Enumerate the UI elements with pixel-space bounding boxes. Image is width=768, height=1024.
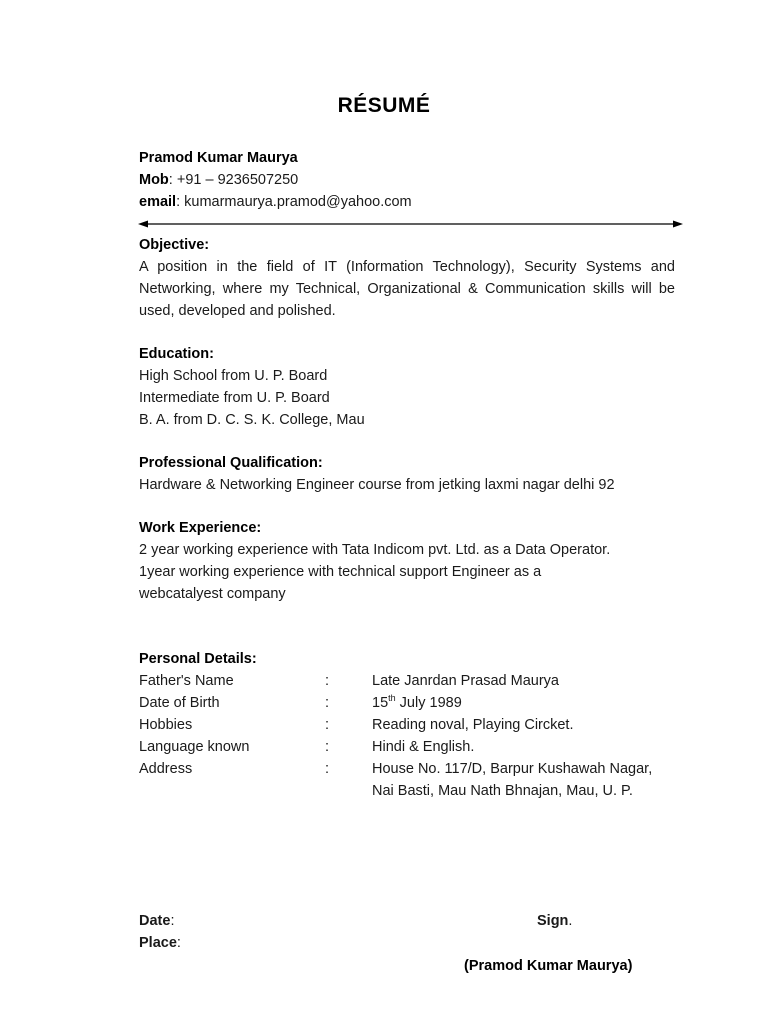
hobbies-label: Hobbies <box>139 717 193 733</box>
father-label: Father's Name <box>139 673 234 689</box>
candidate-name: Pramod Kumar Maurya <box>139 150 298 166</box>
signature-name: (Pramod Kumar Maurya) <box>464 958 633 974</box>
personal-row-father <box>139 670 675 692</box>
dob-day: 15 <box>372 695 389 711</box>
colon: : <box>325 761 330 777</box>
address-value: House No. 117/D, Barpur Kushawah Nagar, Nai Basti, Mau Nath Bhnajan, Mau, U. P. <box>372 761 653 799</box>
date-label: Date <box>139 913 171 929</box>
colon: : <box>325 673 330 689</box>
professional-heading: Professional Qualification: <box>139 455 323 471</box>
colon: : <box>325 739 330 755</box>
email-label: email <box>139 194 177 210</box>
footer-sign: Sign. <box>537 913 573 929</box>
mob-label: Mob <box>139 172 169 188</box>
colon: : <box>325 695 330 711</box>
dob-label: Date of Birth <box>139 695 220 711</box>
personal-section: Personal Details: Father's Name : Late Janrdan Prasad Maurya Date of Birth : 15th July 1989 Hobbies : Reading noval, Playing Circket. Language known : Hindi & English. Address : House No. 117/D, Barpur Kushawah Nagar, Nai Basti, Mau Nath Bhnajan, Mau, U. P. <box>139 648 675 824</box>
place-label: Place <box>139 935 177 951</box>
personal-row-address <box>139 758 675 824</box>
objective-section: Objective: A position in the field of IT (Information Technology), Security Systems and Networking, where my Technical, Organizational & Communication skills will be used, developed and polished. <box>139 234 675 322</box>
page-title: RÉSUMÉ <box>337 94 431 117</box>
personal-heading: Personal Details <box>139 651 252 667</box>
dob-rest: July 1989 <box>395 695 462 711</box>
language-value: Hindi & English. <box>372 739 475 755</box>
email-value: : kumarmaurya.pramod@yahoo.com <box>176 194 412 210</box>
double-arrow-divider <box>138 219 683 229</box>
work-item: 2 year working experience with Tata Indicom pvt. Ltd. as a Data Operator. <box>139 542 611 558</box>
footer-date-place: Date: Place: <box>139 913 181 951</box>
objective-text: A position in the field of IT (Information Technology), Security Systems and Networking, where my Technical, Organizational & Communication skills will be used, developed and polished. <box>139 259 675 319</box>
work-section: Work Experience: 2 year working experience with Tata Indicom pvt. Ltd. as a Data Operator. 1year working experience with technical support Engineer as a webcatalyest company <box>139 517 675 605</box>
personal-row-hobbies <box>139 714 675 736</box>
education-section: Education: High School from U. P. Board Intermediate from U. P. Board B. A. from D. C. S. K. College, Mau <box>139 343 675 431</box>
work-item: 1year working experience with technical support Engineer as a webcatalyest company <box>139 564 542 602</box>
father-value: Late Janrdan Prasad Maurya <box>372 673 559 689</box>
education-heading: Education <box>139 346 210 362</box>
work-heading: Work Experience <box>139 520 257 536</box>
objective-heading: Objective <box>139 237 205 253</box>
education-item: High School from U. P. Board <box>139 368 328 384</box>
colon: : <box>325 717 330 733</box>
mob-value: : +91 – 9236507250 <box>168 172 299 188</box>
dob-value <box>372 692 682 714</box>
personal-row-language <box>139 736 675 758</box>
education-item: B. A. from D. C. S. K. College, Mau <box>139 412 365 428</box>
address-label: Address <box>139 761 193 777</box>
professional-text: Hardware & Networking Engineer course from jetking laxmi nagar delhi 92 <box>139 477 615 493</box>
education-item: Intermediate from U. P. Board <box>139 390 330 406</box>
sign-label: Sign <box>537 913 569 929</box>
contact-block <box>139 147 412 213</box>
professional-section <box>139 452 675 496</box>
language-label: Language known <box>139 739 250 755</box>
hobbies-value: Reading noval, Playing Circket. <box>372 717 574 733</box>
personal-row-dob <box>139 692 675 714</box>
dob-suffix: th <box>388 693 396 704</box>
